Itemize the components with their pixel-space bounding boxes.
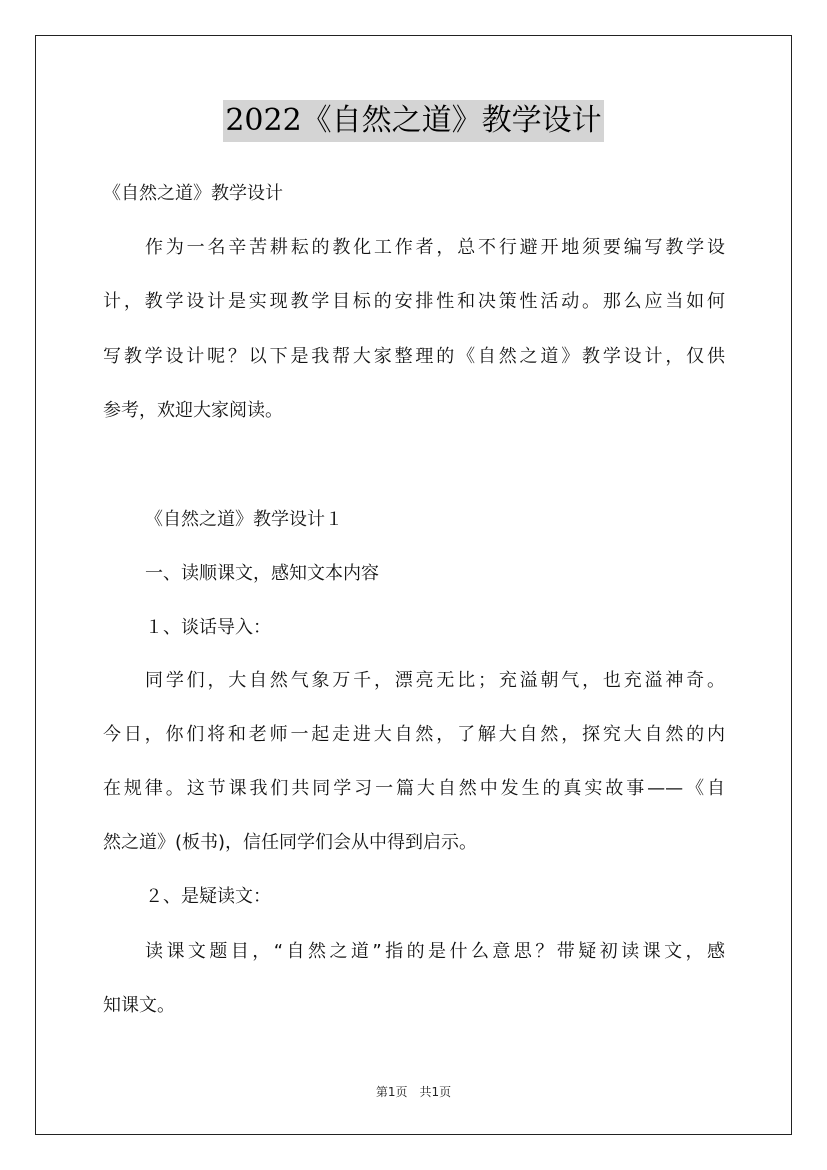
paragraph-line: 今日，你们将和老师一起走进大自然，了解大自然，探究大自然的内	[103, 724, 725, 745]
subtitle: 《自然之道》教学设计	[103, 183, 283, 204]
intro-line: 参考，欢迎大家阅读。	[103, 400, 283, 421]
document-title: 2022《自然之道》教学设计	[223, 100, 603, 142]
paragraph-line: 知课文。	[103, 995, 175, 1016]
document-title-wrap	[0, 100, 827, 142]
intro-line: 写教学设计呢？以下是我帮大家整理的《自然之道》教学设计，仅供	[103, 346, 725, 367]
item-1: １、谈话导入：	[145, 617, 271, 638]
paragraph-line: 在规律。这节课我们共同学习一篇大自然中发生的真实故事——《自	[103, 778, 725, 799]
intro-line: 计，教学设计是实现教学目标的安排性和决策性活动。那么应当如何	[103, 291, 725, 312]
paragraph-line: 读课文题目，“自然之道”指的是什么意思？带疑初读课文，感	[145, 941, 725, 962]
page-footer: 第1页 共1页	[375, 1085, 452, 1099]
intro-line: 作为一名辛苦耕耘的教化工作者，总不行避开地须要编写教学设	[145, 237, 725, 258]
section-title: 《自然之道》教学设计１	[145, 509, 343, 530]
heading-1: 一、读顺课文，感知文本内容	[145, 563, 379, 584]
item-2: ２、是疑读文：	[145, 886, 271, 907]
paragraph-line: 同学们，大自然气象万千，漂亮无比；充溢朝气，也充溢神奇。	[145, 670, 725, 691]
paragraph-line: 然之道》(板书)，信任同学们会从中得到启示。	[103, 832, 478, 853]
